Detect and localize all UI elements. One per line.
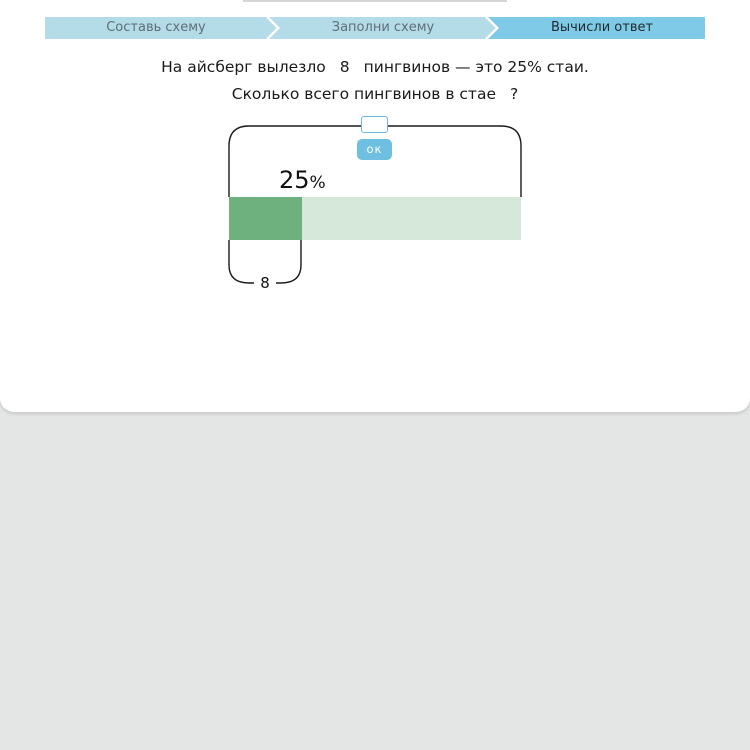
problem-number: 8 (339, 58, 350, 76)
step-1-label[interactable]: Составь схему (106, 20, 206, 35)
problem-text: На айсберг вылезло (161, 58, 326, 76)
part-value-label: 8 (255, 274, 275, 292)
whole-brace (229, 126, 521, 197)
answer-input[interactable] (361, 116, 388, 133)
percent-label (279, 166, 326, 194)
step-2-label[interactable]: Заполни схему (331, 20, 435, 35)
problem-text: пингвинов — это 25% стаи. (363, 58, 589, 76)
step-3-label[interactable]: Вычисли ответ (550, 20, 654, 35)
percent-sign: % (309, 173, 326, 193)
question-mark: ? (510, 85, 519, 103)
ok-button[interactable]: ок (357, 139, 392, 160)
problem-question: Сколько всего пингвинов в стае (231, 85, 496, 103)
percent-value: 25 (279, 166, 310, 194)
part-bar (229, 197, 302, 240)
whole-bar (229, 197, 521, 240)
